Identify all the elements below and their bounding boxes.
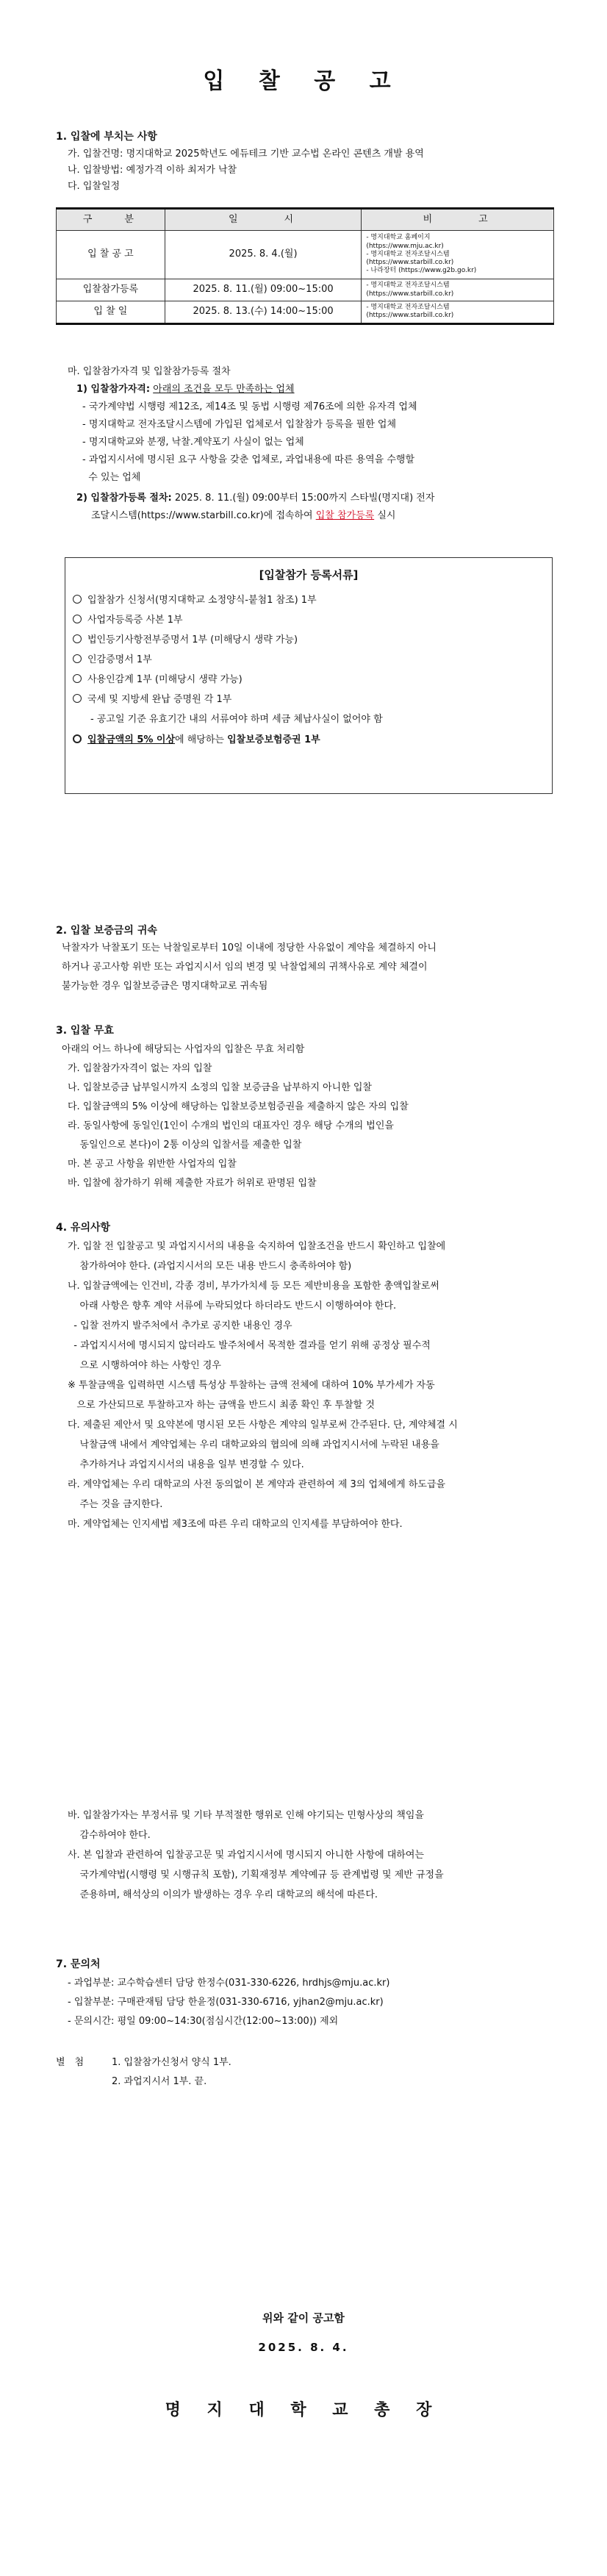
section-7-heading: 7. 문의처 <box>56 1958 101 1970</box>
circle-bullet-icon <box>73 674 82 683</box>
row-notes <box>362 279 554 301</box>
document-item <box>73 673 243 687</box>
note-line[interactable]: - 나라장터 (https://www.g2b.go.kr) <box>366 267 477 275</box>
col-header-datetime: 일 시 <box>165 209 362 231</box>
note-item: 낙찰금액 내에서 계약업체는 우리 대학교와의 협의에 의해 과업지시서에 누락된 내용을 <box>68 1439 439 1450</box>
note-item: 사. 본 입찰과 관련하여 입찰공고문 및 과업지시서에 명시되지 아니한 사항에 대하여는 <box>68 1850 424 1861</box>
note-item: 주는 것을 금지한다. <box>68 1499 163 1510</box>
note-line: - 명지대학교 전자조달시스템 <box>366 282 450 290</box>
note-item: 가. 입찰 전 입찰공고 및 과업지시서의 내용을 숙지하여 입찰조건을 반드시 확인하고 입찰에 <box>68 1241 446 1252</box>
table-header-row <box>57 209 554 231</box>
note-item: 감수하여야 한다. <box>68 1830 151 1841</box>
note-line: - 명지대학교 전자조달시스템 <box>366 250 450 258</box>
bond-doc: 입찰보증보험증권 1부 <box>227 734 320 745</box>
note-line: - 명지대학교 홈페이지 <box>366 234 431 242</box>
page-title: 입 찰 공 고 <box>203 68 404 94</box>
circle-bullet-icon <box>73 595 82 604</box>
row-label: 입 찰 일 <box>57 301 165 324</box>
row-date: 2025. 8. 4.(월) <box>165 231 362 279</box>
circle-bullet-icon <box>73 634 82 643</box>
row-label: 입 찰 공 고 <box>57 231 165 279</box>
section-1-heading: 1. 입찰에 부치는 사항 <box>56 131 157 143</box>
note-item: 국가계약법(시행령 및 시행규칙 포함), 기획재정부 계약예규 등 관계법령 및 제반 규정을 <box>68 1870 444 1881</box>
eligibility-label: 1) 입찰참가자격: <box>76 384 151 395</box>
required-documents-box <box>65 557 553 794</box>
document-item <box>73 613 183 628</box>
invalid-item: 나. 입찰보증금 납부일시까지 소정의 입찰 보증금을 납부하지 아니한 입찰 <box>68 1082 372 1093</box>
required-documents-title: [입찰참가 등록서류] <box>259 568 359 582</box>
forfeit-text: 불가능한 경우 입찰보증금은 명지대학교로 귀속됨 <box>62 981 268 992</box>
row-date: 2025. 8. 11.(월) 09:00~15:00 <box>165 279 362 301</box>
document-subnote: - 공고일 기준 유효기간 내의 서류여야 하며 세금 체납사실이 없어야 함 <box>90 714 383 725</box>
circle-bullet-icon <box>73 694 82 703</box>
bid-title-line: 가. 입찰건명: 명지대학교 2025학년도 에듀테크 기반 교수법 온라인 콘텐츠 개발 용역 <box>68 149 424 160</box>
col-header-remarks: 비 고 <box>362 209 554 231</box>
note-line[interactable]: (https://www.mju.ac.kr) <box>366 242 444 250</box>
table-row <box>57 231 554 279</box>
document-item-text: 국세 및 지방세 완납 증명원 각 1부 <box>87 694 232 705</box>
note-line[interactable]: (https://www.starbill.co.kr) <box>366 290 454 298</box>
note-line: - 명지대학교 전자조달시스템 <box>366 304 450 311</box>
announcement-date: 2025. 8. 4. <box>258 2341 349 2354</box>
note-item: 나. 입찰금액에는 인건비, 각종 경비, 부가가치세 등 모든 제반비용을 포함한 총액입찰로써 <box>68 1281 439 1292</box>
note-item: 마. 계약업체는 인지세법 제3조에 따른 우리 대학교의 인지세를 부담하여야 한다. <box>68 1519 403 1530</box>
note-item: 으로 가산되므로 투찰하고자 하는 금액을 반드시 최종 확인 후 투찰할 것 <box>68 1400 375 1411</box>
forfeit-text: 하거나 공고사항 위반 또는 과업지시서 임의 변경 및 낙찰업체의 귀책사유로 계약 체결이 <box>62 962 428 973</box>
row-notes <box>362 301 554 324</box>
registration-line-2 <box>91 509 395 523</box>
note-item: 다. 제출된 제안서 및 요약본에 명시된 모든 사항은 계약의 일부로써 간주된다. 단, 계약체결 시 <box>68 1420 458 1431</box>
forfeit-text: 낙찰자가 낙찰포기 또는 낙찰일로부터 10일 이내에 정당한 사유없이 계약을 체결하지 아니 <box>62 942 437 954</box>
invalid-intro: 아래의 어느 하나에 해당되는 사업자의 입찰은 무효 처리함 <box>62 1044 305 1055</box>
circle-bullet-icon <box>73 615 82 623</box>
document-item-text: 인감증명서 1부 <box>87 654 152 665</box>
attachment-item[interactable]: 1. 입찰참가신청서 양식 1부. <box>112 2057 231 2068</box>
contact-item: - 입찰부분: 구매관재팀 담당 한윤정(031-330-6716, yjhan2@mju.ac.kr) <box>68 1997 384 2008</box>
row-date: 2025. 8. 13.(수) 14:00~15:00 <box>165 301 362 324</box>
document-item <box>73 693 231 707</box>
note-item: 추가하거나 과업지시서의 내용을 일부 변경할 수 있다. <box>68 1459 304 1470</box>
registration-label: 2) 입찰참가등록 절차: <box>76 493 172 504</box>
invalid-item: 라. 동일사항에 동일인(1인이 수개의 법인의 대표자인 경우 해당 수개의 법인을 <box>68 1120 394 1131</box>
invalid-item: 바. 입찰에 참가하기 위해 제출한 자료가 허위로 판명된 입찰 <box>68 1178 317 1189</box>
document-item <box>73 593 317 608</box>
note-item: ※ 투찰금액을 입력하면 시스템 특성상 투찰하는 금액 전체에 대하여 10% 부가세가 자동 <box>68 1380 435 1391</box>
bond-mid: 에 해당하는 <box>175 734 228 745</box>
bond-rate: 입찰금액의 5% 이상 <box>87 734 176 745</box>
attachment-label: 별 첨 <box>56 2057 85 2068</box>
eligibility-item: - 과업지시서에 명시된 요구 사항을 갖춘 업체로, 과업내용에 따른 용역을 수행할 <box>82 454 415 465</box>
invalid-item: 동일인으로 본다)이 2통 이상의 입찰서를 제출한 입찰 <box>68 1139 302 1151</box>
document-item-bond <box>73 733 320 748</box>
col-header-category: 구 분 <box>57 209 165 231</box>
registration-line <box>76 491 434 506</box>
registration-text: 2025. 8. 11.(월) 09:00부터 15:00까지 스타빌(명지대) 전자 <box>171 493 435 504</box>
section-4-heading: 4. 유의사항 <box>56 1222 111 1234</box>
circle-bullet-icon <box>73 654 82 663</box>
note-item: - 과업지시서에 명시되지 않더라도 발주처에서 목적한 결과를 얻기 위해 공정상 필수적 <box>68 1340 431 1351</box>
note-item: 참가하여야 한다. (과업지시서의 모든 내용 반드시 충족하여야 함) <box>68 1261 352 1272</box>
note-item: 바. 입찰참가자는 부정서류 및 기타 부적절한 행위로 인해 야기되는 민형사상의 책임을 <box>68 1810 424 1821</box>
document-item-text: 입찰참가 신청서(명지대학교 소정양식-붙첨1 참조) 1부 <box>87 595 317 606</box>
note-item: 준용하며, 해석상의 이의가 발생하는 경우 우리 대학교의 해석에 따른다. <box>68 1889 378 1900</box>
registration-site[interactable]: 조달시스템(https://www.starbill.co.kr)에 접속하여 <box>91 510 316 521</box>
eligibility-item: - 명지대학교와 분쟁, 낙찰․계약포기 사실이 없는 업체 <box>82 437 304 448</box>
section-3-heading: 3. 입찰 무효 <box>56 1025 114 1037</box>
schedule-table <box>56 207 554 325</box>
eligibility-item: - 명지대학교 전자조달시스템에 가입된 업체로서 입찰참가 등록을 필한 업체 <box>82 419 397 430</box>
eligibility-item: - 국가계약법 시행령 제12조, 제14조 및 동법 시행령 제76조에 의한 유자격 업체 <box>82 401 417 412</box>
document-item-text: 사업자등록증 사본 1부 <box>87 615 183 626</box>
bid-method-line: 나. 입찰방법: 예정가격 이하 최저가 낙찰 <box>68 165 237 176</box>
eligibility-heading: 마. 입찰참가자격 및 입찰참가등록 절차 <box>68 366 231 377</box>
row-label: 입찰참가등록 <box>57 279 165 301</box>
bid-schedule-line: 다. 입찰일정 <box>68 181 121 192</box>
attachment-item[interactable]: 2. 과업지시서 1부. 끝. <box>112 2076 207 2087</box>
table-row <box>57 301 554 324</box>
registration-highlight: 입찰 참가등록 <box>315 510 375 521</box>
eligibility-line <box>76 382 295 397</box>
circle-bullet-icon <box>73 734 82 743</box>
note-item: 아래 사항은 향후 계약 서류에 누락되었다 하더라도 반드시 이행하여야 한다. <box>68 1300 397 1312</box>
invalid-item: 마. 본 공고 사항을 위반한 사업자의 입찰 <box>68 1159 237 1170</box>
note-item: 으로 시행하여야 하는 사항인 경우 <box>68 1360 221 1371</box>
president-signature: 명 지 대 학 교 총 장 <box>165 2401 442 2419</box>
eligibility-item: 수 있는 업체 <box>82 472 141 483</box>
contact-item: - 과업부분: 교수학습센터 담당 한정수(031-330-6226, hrdhjs@mju.ac.kr) <box>68 1978 390 1989</box>
row-notes <box>362 231 554 279</box>
document-item <box>73 633 298 648</box>
note-item: 라. 계약업체는 우리 대학교의 사전 동의없이 본 계약과 관련하여 제 3의 업체에게 하도급을 <box>68 1479 446 1490</box>
note-line[interactable]: (https://www.starbill.co.kr) <box>366 312 454 320</box>
note-line[interactable]: (https://www.starbill.co.kr) <box>366 259 454 267</box>
table-row <box>57 279 554 301</box>
eligibility-condition: 아래의 조건을 모두 만족하는 업체 <box>153 384 295 395</box>
document-item <box>73 653 152 668</box>
announcement-closing: 위와 같이 공고함 <box>262 2311 345 2325</box>
invalid-item: 가. 입찰참가자격이 없는 자의 입찰 <box>68 1063 212 1074</box>
note-item: - 입찰 전까지 발주처에서 추가로 공지한 내용인 경우 <box>68 1320 292 1331</box>
invalid-item: 다. 입찰금액의 5% 이상에 해당하는 입찰보증보험증권을 제출하지 않은 자의 입찰 <box>68 1101 409 1112</box>
section-2-heading: 2. 입찰 보증금의 귀속 <box>56 925 157 937</box>
document-item-text: 사용인감계 1부 (미해당시 생략 가능) <box>87 674 243 685</box>
contact-item: - 문의시간: 평일 09:00~14:30(점심시간(12:00~13:00)) 제외 <box>68 2016 339 2027</box>
registration-tail: 실시 <box>374 510 396 521</box>
document-item-text: 법인등기사항전부증명서 1부 (미해당시 생략 가능) <box>87 634 298 645</box>
